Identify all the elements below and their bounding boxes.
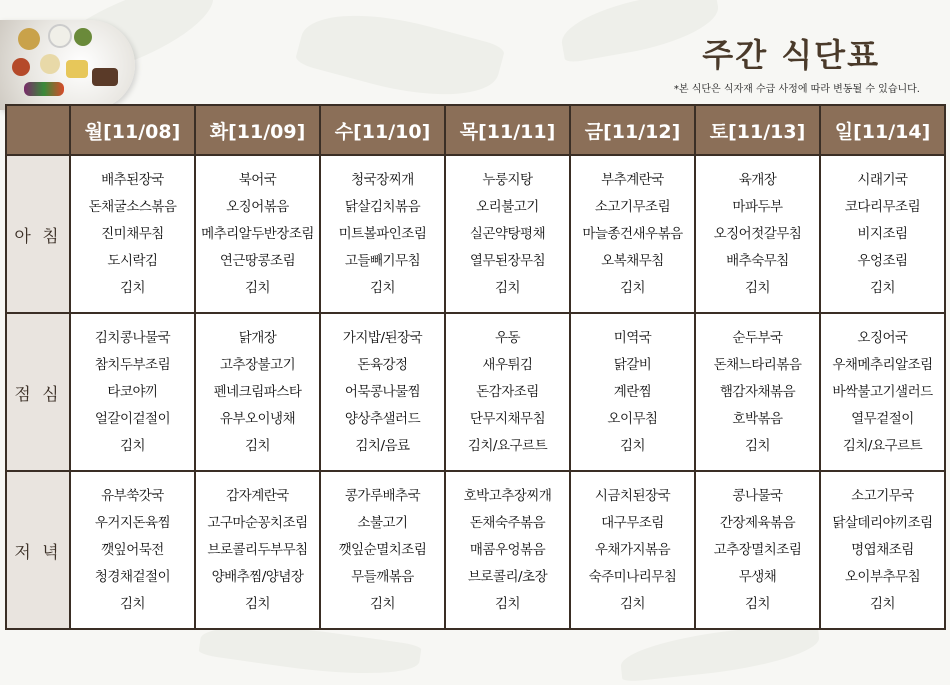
dish-item: 가지밥/된장국 xyxy=(342,329,423,346)
dish-item: 단무지채무침 xyxy=(469,410,546,427)
dish-item: 김치 xyxy=(369,595,396,612)
dish-item: 우거지돈육찜 xyxy=(94,514,171,531)
dish-item: 김치 xyxy=(119,437,146,454)
meal-row xyxy=(6,471,945,629)
dish-item: 열무된장무침 xyxy=(469,252,546,269)
meal-row xyxy=(6,155,945,313)
dish-item: 계란찜 xyxy=(613,383,652,400)
dish-item: 김치 xyxy=(869,279,896,296)
dish-item: 햄감자채볶음 xyxy=(719,383,796,400)
menu-cell xyxy=(820,471,945,629)
dish-list xyxy=(821,483,944,618)
dish-item: 양배추찜/양념장 xyxy=(211,568,304,585)
dish-item: 배추숙무침 xyxy=(726,252,789,269)
menu-cell xyxy=(695,155,820,313)
dish-item: 닭살데리야끼조림 xyxy=(832,514,933,531)
day-header: 수[11/10] xyxy=(320,105,445,155)
day-header: 일[11/14] xyxy=(820,105,945,155)
dish-item: 김치콩나물국 xyxy=(94,329,171,346)
dish-item: 오징어젓갈무침 xyxy=(713,225,802,242)
dish-list xyxy=(446,325,569,460)
dish-item: 숙주미나리무침 xyxy=(588,568,677,585)
leaf-decoration xyxy=(557,0,723,64)
dish-list xyxy=(71,167,194,302)
dish-item: 누룽지탕 xyxy=(482,171,533,188)
dish-item: 얼갈이겉절이 xyxy=(94,410,171,427)
dish-item: 브로콜리두부무침 xyxy=(207,541,308,558)
meal-label: 저 녁 xyxy=(6,471,70,629)
dish-list xyxy=(196,325,319,460)
dish-image xyxy=(92,68,118,86)
weekly-menu-table xyxy=(5,104,946,630)
dish-item: 바싹불고기샐러드 xyxy=(832,383,933,400)
dish-item: 청국장찌개 xyxy=(351,171,414,188)
dish-item: 마파두부 xyxy=(732,198,783,215)
menu-cell xyxy=(820,155,945,313)
dish-item: 메추리알두반장조림 xyxy=(201,225,314,242)
dish-item: 김치/요구르트 xyxy=(842,437,923,454)
menu-cell xyxy=(570,155,695,313)
dish-image xyxy=(48,24,72,48)
dish-item: 펜네크림파스타 xyxy=(213,383,302,400)
dish-list xyxy=(446,483,569,618)
dish-item: 돈감자조림 xyxy=(476,383,539,400)
dish-image xyxy=(66,60,88,78)
dish-item: 콩나물국 xyxy=(732,487,783,504)
dish-item: 김치/요구르트 xyxy=(467,437,548,454)
dish-item: 김치 xyxy=(369,279,396,296)
dish-item: 김치 xyxy=(244,437,271,454)
corner-cell xyxy=(6,105,70,155)
menu-cell xyxy=(445,313,570,471)
leaf-decoration xyxy=(294,0,505,115)
dish-item: 시래기국 xyxy=(857,171,908,188)
dish-item: 소불고기 xyxy=(357,514,408,531)
dish-item: 김치 xyxy=(244,279,271,296)
menu-cell xyxy=(70,155,195,313)
meal-label: 아 침 xyxy=(6,155,70,313)
dish-item: 닭살김치볶음 xyxy=(344,198,421,215)
dish-item: 김치 xyxy=(619,437,646,454)
dish-item: 간장제육볶음 xyxy=(719,514,796,531)
dish-list xyxy=(571,325,694,460)
dish-item: 청경채겉절이 xyxy=(94,568,171,585)
menu-cell xyxy=(320,155,445,313)
dish-item: 오징어볶음 xyxy=(226,198,289,215)
dish-list xyxy=(446,167,569,302)
menu-cell xyxy=(445,155,570,313)
dish-item: 김치 xyxy=(494,279,521,296)
menu-cell xyxy=(695,471,820,629)
dish-item: 김치 xyxy=(119,279,146,296)
dish-list xyxy=(321,167,444,302)
dish-item: 돈채숙주볶음 xyxy=(469,514,546,531)
dish-item: 호박고추장찌개 xyxy=(463,487,552,504)
dish-item: 미역국 xyxy=(613,329,652,346)
dish-list xyxy=(321,483,444,618)
dish-item: 소고기무국 xyxy=(851,487,914,504)
dish-list xyxy=(821,325,944,460)
day-header-row xyxy=(6,105,945,155)
day-header: 토[11/13] xyxy=(695,105,820,155)
dish-item: 고들빼기무침 xyxy=(344,252,421,269)
dish-list xyxy=(321,325,444,460)
dish-item: 도시락김 xyxy=(107,252,158,269)
dish-list xyxy=(196,167,319,302)
dish-list xyxy=(821,167,944,302)
meal-row xyxy=(6,313,945,471)
dish-item: 닭개장 xyxy=(238,329,277,346)
dish-item: 양상추샐러드 xyxy=(344,410,421,427)
dish-item: 유부오이냉채 xyxy=(219,410,296,427)
dish-list xyxy=(571,167,694,302)
dish-item: 콩가루배추국 xyxy=(344,487,421,504)
dish-item: 미트볼파인조림 xyxy=(338,225,427,242)
dish-item: 오징어국 xyxy=(857,329,908,346)
dish-item: 유부쑥갓국 xyxy=(101,487,164,504)
dish-item: 무생채 xyxy=(738,568,777,585)
dish-list xyxy=(696,167,819,302)
leaf-decoration xyxy=(618,622,821,683)
menu-change-notice: *본 식단은 식자재 수급 사정에 따라 변동될 수 있습니다. xyxy=(673,84,920,95)
dish-image xyxy=(40,54,60,74)
dish-item: 참치두부조림 xyxy=(94,356,171,373)
dish-item: 오리불고기 xyxy=(476,198,539,215)
dish-item: 연근땅콩조림 xyxy=(219,252,296,269)
dish-list xyxy=(196,483,319,618)
dish-item: 오복채무침 xyxy=(601,252,664,269)
dish-item: 진미채무침 xyxy=(101,225,164,242)
dish-item: 김치 xyxy=(869,595,896,612)
dish-item: 고추장불고기 xyxy=(219,356,296,373)
dish-item: 오이부추무침 xyxy=(844,568,921,585)
dish-item: 실곤약탕평채 xyxy=(469,225,546,242)
dish-item: 매콤우엉볶음 xyxy=(469,541,546,558)
dish-item: 우동 xyxy=(494,329,521,346)
menu-cell xyxy=(820,313,945,471)
menu-cell xyxy=(195,471,320,629)
menu-cell xyxy=(570,313,695,471)
menu-cell xyxy=(445,471,570,629)
dish-list xyxy=(71,483,194,618)
dish-item: 김치/음료 xyxy=(355,437,410,454)
dish-list xyxy=(71,325,194,460)
dish-item: 북어국 xyxy=(238,171,277,188)
dish-item: 김치 xyxy=(619,595,646,612)
dish-item: 명엽채조림 xyxy=(851,541,914,558)
dish-item: 김치 xyxy=(619,279,646,296)
dish-item: 김치 xyxy=(244,595,271,612)
dish-item: 무들깨볶음 xyxy=(351,568,414,585)
dish-item: 김치 xyxy=(494,595,521,612)
dish-item: 김치 xyxy=(744,595,771,612)
dish-item: 배추된장국 xyxy=(101,171,164,188)
dish-item: 시금치된장국 xyxy=(594,487,671,504)
dish-item: 육개장 xyxy=(738,171,777,188)
dish-item: 오이무침 xyxy=(607,410,658,427)
dish-item: 김치 xyxy=(119,595,146,612)
dish-item: 고추장멸치조림 xyxy=(713,541,802,558)
menu-cell xyxy=(320,471,445,629)
dish-item: 비지조림 xyxy=(857,225,908,242)
dish-item: 새우튀김 xyxy=(482,356,533,373)
dish-image xyxy=(12,58,30,76)
dish-item: 어묵콩나물찜 xyxy=(344,383,421,400)
dish-item: 대구무조림 xyxy=(601,514,664,531)
dish-image xyxy=(18,28,40,50)
dish-item: 호박볶음 xyxy=(732,410,783,427)
dish-item: 소고기무조림 xyxy=(594,198,671,215)
menu-cell xyxy=(320,313,445,471)
dish-item: 우엉조림 xyxy=(857,252,908,269)
meal-label: 점 심 xyxy=(6,313,70,471)
menu-cell xyxy=(195,313,320,471)
dish-item: 순두부국 xyxy=(732,329,783,346)
menu-cell xyxy=(70,313,195,471)
dish-item: 우채메추리알조림 xyxy=(832,356,933,373)
dish-item: 김치 xyxy=(744,437,771,454)
day-header: 목[11/11] xyxy=(445,105,570,155)
dish-item: 타코야끼 xyxy=(107,383,158,400)
menu-cell xyxy=(570,471,695,629)
dish-item: 우채가지볶음 xyxy=(594,541,671,558)
day-header: 금[11/12] xyxy=(570,105,695,155)
dish-item: 김치 xyxy=(744,279,771,296)
dish-item: 코다리무조림 xyxy=(844,198,921,215)
dish-item: 마늘종건새우볶음 xyxy=(582,225,683,242)
dish-item: 고구마순꽁치조림 xyxy=(207,514,308,531)
dish-item: 닭갈비 xyxy=(613,356,652,373)
dish-item: 브로콜리/초장 xyxy=(467,568,548,585)
menu-cell xyxy=(695,313,820,471)
menu-cell xyxy=(195,155,320,313)
dish-list xyxy=(696,325,819,460)
dish-item: 부추계란국 xyxy=(601,171,664,188)
day-header: 화[11/09] xyxy=(195,105,320,155)
dish-list xyxy=(571,483,694,618)
dish-item: 깻잎어묵전 xyxy=(101,541,164,558)
day-header: 월[11/08] xyxy=(70,105,195,155)
menu-cell xyxy=(70,471,195,629)
dish-image xyxy=(24,82,64,96)
food-platter-image xyxy=(0,20,135,110)
dish-list xyxy=(696,483,819,618)
dish-item: 열무겉절이 xyxy=(851,410,914,427)
dish-item: 깻잎순멸치조림 xyxy=(338,541,427,558)
dish-item: 감자계란국 xyxy=(226,487,289,504)
dish-item: 돈채굴소스볶음 xyxy=(88,198,177,215)
dish-item: 돈육강정 xyxy=(357,356,408,373)
dish-item: 돈채느타리볶음 xyxy=(713,356,802,373)
dish-image xyxy=(74,28,92,46)
page-title: 주간 식단표 xyxy=(702,36,880,74)
